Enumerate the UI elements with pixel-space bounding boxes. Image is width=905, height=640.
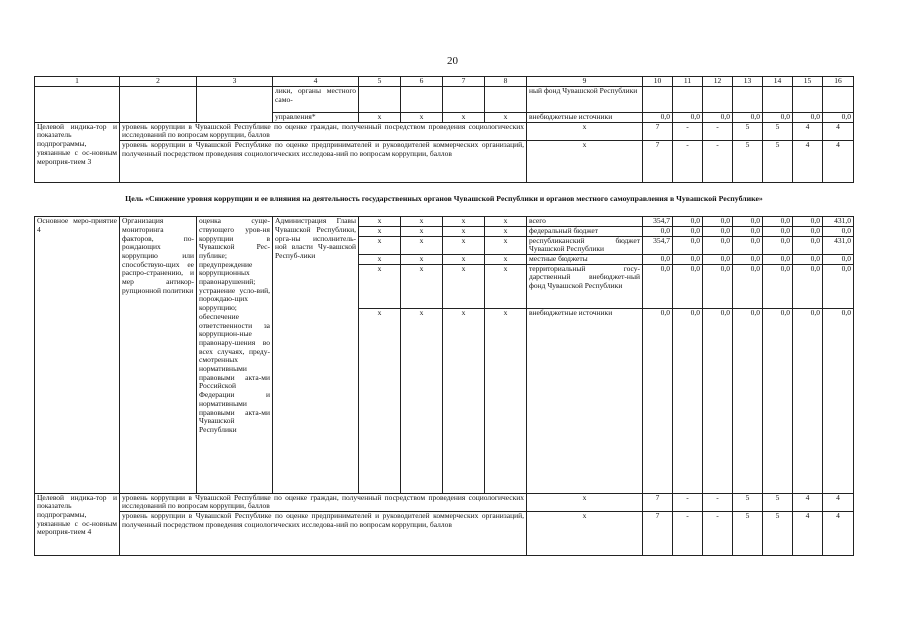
table-row: управления* x x x x внебюджетные источники 0,0 0,0 0,0 0,0 0,0 0,0 0,0 (35, 113, 854, 123)
table-row: x x x x территориальный госу-дарственный внебюджет-ный фонд Чувашской Республики 0,0 0,0 0,0 0,0 0,0 0,0 0,0 (35, 264, 854, 308)
source-cell: территориальный госу-дарственный внебюджет-ный фонд Чувашской Республики (527, 264, 643, 308)
header-cell: 4 (273, 77, 359, 87)
source-cell: ный фонд Чувашской Республики (527, 87, 643, 113)
header-cell: 2 (120, 77, 197, 87)
measure-label: Основное меро-приятие 4 (35, 217, 120, 494)
table-row: x x x x внебюджетные источники 0,0 0,0 0,0 0,0 0,0 0,0 0,0 (35, 308, 854, 493)
table-row: уровень коррупции в Чувашской Республике по оценке предпринимателей и руководителей коммерческих организаций, полученный посредством проведения социологических исследова-ний по вопросам коррупции, баллов x 7 - - 5 5 4 4 (35, 141, 854, 183)
header-cell: 3 (197, 77, 273, 87)
indicator-label: Целевой индика-тор и показатель подпрограммы, увязанные с ос-новным мероприя-тием 4 (35, 493, 120, 555)
header-cell: 6 (401, 77, 443, 87)
measure-expected-result: оценка суще-ствующего уров-ня коррупции в Чувашской Рес-публике; предупреждение коррупционных правонарушений; устранение усло-вий, порождаю-щих коррупцию; обеспечение ответственности за коррупцион-ные правонару-шения во всех случаях, преду-смотренных нормативными правовыми акта-ми Российской Федерации и нормативными правовыми акта-ми Чувашской Республики (197, 217, 273, 494)
source-cell: республиканский бюджет Чувашской Республики (527, 236, 643, 254)
goal-row (35, 183, 854, 217)
table-row: Целевой индика-тор и показатель подпрограммы, увязанные с ос-новным мероприя-тием 4 уровень коррупции в Чувашской Республике по оценке граждан, полученный посредством проведения социологических исследований по вопросам коррупции, баллов x 7 - - 5 5 4 4 (35, 493, 854, 511)
responsible-cell: управления* (273, 113, 359, 123)
header-cell: 7 (443, 77, 485, 87)
header-row (35, 77, 854, 87)
header-cell: 8 (485, 77, 527, 87)
goal-text: Цель «Снижение уровня коррупции и ее влияния на деятельность государственных органов Чувашской Республики и органов местного самоуправления в Чувашской Республике» (35, 183, 854, 217)
header-cell: 10 (643, 77, 673, 87)
program-table (34, 76, 854, 556)
table-row: x x x x федеральный бюджет 0,0 0,0 0,0 0,0 0,0 0,0 0,0 (35, 226, 854, 236)
header-cell: 15 (793, 77, 823, 87)
table-row: x x x x республиканский бюджет Чувашской Республики 354,7 0,0 0,0 0,0 0,0 0,0 431,0 (35, 236, 854, 254)
table-row (35, 87, 854, 113)
header-cell: 13 (733, 77, 763, 87)
source-cell: местные бюджеты (527, 254, 643, 264)
responsible-cell: лики, органы местного само- (273, 87, 359, 113)
indicator-text: уровень коррупции в Чувашской Республике по оценке граждан, полученный посредством проведения социологических исследований по вопросам коррупции, баллов (120, 493, 527, 511)
header-cell: 9 (527, 77, 643, 87)
header-cell: 12 (703, 77, 733, 87)
source-cell: внебюджетные источники (527, 308, 643, 493)
header-cell: 11 (673, 77, 703, 87)
measure-name: Организация мониторинга факторов, по-рождающих коррупцию или способствую-щих ее распро-странению, и мер антикор-рупционной политики (120, 217, 197, 494)
table-row: x x x x местные бюджеты 0,0 0,0 0,0 0,0 0,0 0,0 0,0 (35, 254, 854, 264)
source-cell: внебюджетные источники (527, 113, 643, 123)
source-cell: федеральный бюджет (527, 226, 643, 236)
table-row: уровень коррупции в Чувашской Республике по оценке предпринимателей и руководителей коммерческих организаций, полученный посредством проведения социологических исследова-ний по вопросам коррупции, баллов x 7 - - 5 5 4 4 (35, 512, 854, 556)
header-cell: 14 (763, 77, 793, 87)
table-row: Основное меро-приятие 4 Организация мониторинга факторов, по-рождающих коррупцию или способствую-щих ее распро-странению, и мер антикор-рупционной политики оценка суще-ствующего уров-ня коррупции в Чувашской Рес-публике; предупреждение коррупционных правонарушений; устранение усло-вий, порождаю-щих коррупцию; обеспечение ответственности за коррупцион-ные правонару-шения во всех случаях, преду-смотренных нормативными правовыми акта-ми Российской Федерации и нормативными правовыми акта-ми Чувашской Республики Администрация Главы Чувашской Республики, орга-ны исполнитель-ной власти Чу-вашской Респуб-лики x x x x всего 354,7 0,0 0,0 0,0 0,0 0,0 431,0 (35, 217, 854, 227)
measure-responsible: Администрация Главы Чувашской Республики, орга-ны исполнитель-ной власти Чу-вашской Респуб-лики (273, 217, 359, 494)
indicator-text: уровень коррупции в Чувашской Республике по оценке предпринимателей и руководителей коммерческих организаций, полученный посредством проведения социологических исследова-ний по вопросам коррупции, баллов (120, 512, 527, 556)
header-cell: 1 (35, 77, 120, 87)
indicator-text: уровень коррупции в Чувашской Республике по оценке граждан, полученный посредством проведения социологических исследований по вопросам коррупции, баллов (120, 122, 527, 140)
source-cell: всего (527, 217, 643, 227)
header-cell: 16 (823, 77, 854, 87)
header-cell: 5 (359, 77, 401, 87)
indicator-text: уровень коррупции в Чувашской Республике по оценке предпринимателей и руководителей коммерческих организаций, полученный посредством проведения социологических исследова-ний по вопросам коррупции, баллов (120, 141, 527, 183)
indicator-label: Целевой индика-тор и показатель подпрограммы, увязанные с ос-новным мероприя-тием 3 (35, 122, 120, 182)
page-number: 20 (447, 55, 458, 67)
table-row: Целевой индика-тор и показатель подпрограммы, увязанные с ос-новным мероприя-тием 3 уровень коррупции в Чувашской Республике по оценке граждан, полученный посредством проведения социологических исследований по вопросам коррупции, баллов x 7 - - 5 5 4 4 (35, 122, 854, 140)
